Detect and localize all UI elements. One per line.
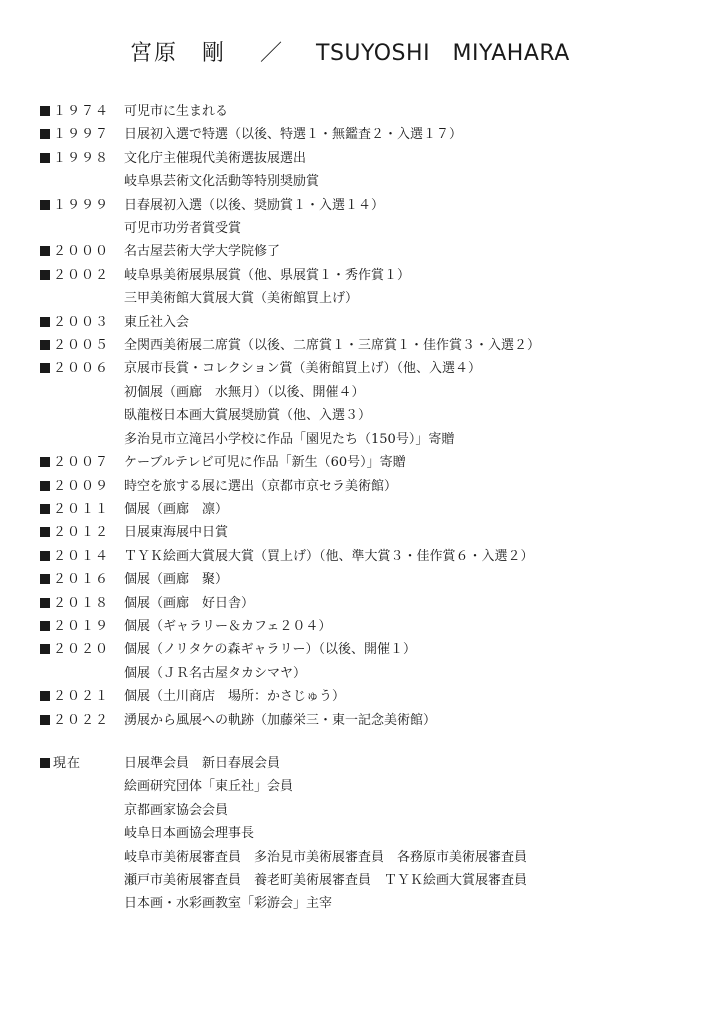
entry-line: 名古屋芸術大学大学院修了 <box>124 244 281 260</box>
entry-line: 可児市功労者賞受賞 <box>124 221 242 237</box>
entry-line: ケーブルテレビ可児に作品「新生（60号）」寄贈 <box>124 455 406 471</box>
entry-line: ＴＹＫ絵画大賞展大賞（買上げ）（他、準大賞３・佳作賞６・入選２） <box>124 548 534 564</box>
bullet-square-icon <box>40 504 50 514</box>
entry-year <box>40 123 124 146</box>
entry-line: 東丘社入会 <box>124 314 190 330</box>
year-label: １９９８ <box>53 150 110 166</box>
timeline-entry <box>40 451 710 474</box>
entry-line: 文化庁主催現代美術選抜展選出 <box>124 150 307 166</box>
entry-lines <box>124 568 710 591</box>
artist-name-jp: 宮原 剛 <box>130 41 227 66</box>
title-separator: ／ <box>260 41 283 66</box>
bullet-square-icon <box>40 153 50 163</box>
bullet-square-icon <box>40 481 50 491</box>
bullet-square-icon <box>40 270 50 280</box>
year-label: ２０２１ <box>53 689 110 705</box>
entry-line: 臥龍桜日本画大賞展奨励賞（他、入選３） <box>124 408 372 424</box>
entry-lines <box>124 685 710 708</box>
entry-line: 日展初入選で特選（以後、特選１・無鑑査２・入選１７） <box>124 127 463 143</box>
entry-lines <box>124 615 710 638</box>
bullet-square-icon <box>40 621 50 631</box>
entry-line: 京都画家協会会員 <box>124 802 229 818</box>
timeline-entry <box>40 545 710 568</box>
year-label: ２００３ <box>53 314 110 330</box>
bullet-square-icon <box>40 715 50 725</box>
entry-year <box>40 264 124 311</box>
entry-year <box>40 545 124 568</box>
timeline-entry <box>40 100 710 123</box>
timeline-entry <box>40 685 710 708</box>
entry-year <box>40 357 124 451</box>
entry-line: 日本画・水彩画教室「彩游会」主宰 <box>124 896 333 912</box>
timeline-entry <box>40 498 710 521</box>
bullet-square-icon <box>40 106 50 116</box>
bullet-square-icon <box>40 551 50 561</box>
entry-line: 日春展初入選（以後、奨励賞１・入選１４） <box>124 197 385 213</box>
entry-year <box>40 147 124 194</box>
bullet-square-icon <box>40 644 50 654</box>
entry-lines <box>124 334 710 357</box>
year-label: ２００６ <box>53 361 110 377</box>
timeline-entry <box>40 592 710 615</box>
entry-line: 岐阜市美術展審査員 多治見市美術展審査員 各務原市美術展審査員 <box>124 849 528 865</box>
entry-year <box>40 240 124 263</box>
bullet-square-icon <box>40 200 50 210</box>
entry-line: 岐阜日本画協会理事長 <box>124 826 255 842</box>
year-label: １９９７ <box>53 127 110 143</box>
entry-lines <box>124 498 710 521</box>
timeline-entry <box>40 521 710 544</box>
bullet-square-icon <box>40 340 50 350</box>
year-label: ２００９ <box>53 478 110 494</box>
year-label: ２０１９ <box>53 618 110 634</box>
entry-year <box>40 752 124 916</box>
year-label: １９９９ <box>53 197 110 213</box>
year-label: ２００５ <box>53 338 110 354</box>
entry-line: 可児市に生まれる <box>124 104 229 119</box>
timeline-entry <box>40 475 710 498</box>
entry-year <box>40 451 124 474</box>
year-label: ２０００ <box>53 244 110 260</box>
bullet-square-icon <box>40 691 50 701</box>
entry-year <box>40 521 124 544</box>
entry-line: 絵画研究団体「東丘社」会員 <box>124 779 294 795</box>
entry-lines <box>124 264 710 311</box>
bullet-square-icon <box>40 363 50 373</box>
timeline-entry <box>40 240 710 263</box>
timeline-entry <box>40 615 710 638</box>
entry-line: 初個展（画廊 水無月）（以後、開催４） <box>124 384 365 400</box>
timeline-entry <box>40 709 710 732</box>
entry-lines <box>124 752 710 916</box>
timeline-entry <box>40 194 710 241</box>
entry-lines <box>124 100 710 123</box>
entry-year <box>40 568 124 591</box>
entry-line: 京展市長賞・コレクション賞（美術館買上げ）（他、入選４） <box>124 361 481 377</box>
year-label: ２０１２ <box>53 525 110 541</box>
entry-line: 三甲美術館大賞展大賞（美術館買上げ） <box>124 291 359 307</box>
year-label: ２０２０ <box>53 642 110 658</box>
timeline-entry <box>40 311 710 334</box>
bullet-square-icon <box>40 246 50 256</box>
entry-line: 多治見市立滝呂小学校に作品「園児たち（150号）」寄贈 <box>124 431 455 447</box>
year-label: ２０１８ <box>53 595 110 611</box>
year-label: ２０２２ <box>53 712 110 728</box>
bullet-square-icon <box>40 129 50 139</box>
year-label: １９７４ <box>53 104 110 119</box>
entry-year <box>40 334 124 357</box>
entry-year <box>40 498 124 521</box>
entry-line: 岐阜県芸術文化活動等特別奨励賞 <box>124 174 320 190</box>
timeline-entry <box>40 123 710 146</box>
entry-line: 全関西美術展二席賞（以後、二席賞１・三席賞１・佳作賞３・入選２） <box>124 338 541 354</box>
entry-lines <box>124 357 710 451</box>
year-label: ２０１１ <box>53 501 110 517</box>
entry-line: 時空を旅する展に選出（京都市京セラ美術館） <box>124 478 398 494</box>
year-label: ２０１６ <box>53 572 110 588</box>
entry-line: 岐阜県美術展県展賞（他、県展賞１・秀作賞１） <box>124 267 411 283</box>
entry-lines <box>124 475 710 498</box>
entry-line: 個展（画廊 好日舎） <box>124 595 255 611</box>
entry-lines <box>124 240 710 263</box>
entry-year <box>40 685 124 708</box>
entry-lines <box>124 123 710 146</box>
entry-lines <box>124 311 710 334</box>
timeline-entry <box>40 568 710 591</box>
entry-year <box>40 475 124 498</box>
entry-line: 個展（ギャラリー＆カフェ２０４） <box>124 618 332 634</box>
entry-lines <box>124 592 710 615</box>
year-label: ２０１４ <box>53 548 110 564</box>
entry-lines <box>124 194 710 241</box>
year-label: ２００２ <box>53 267 110 283</box>
current-positions <box>40 752 710 916</box>
entry-year <box>40 592 124 615</box>
entry-line: 個展（ＪＲ名古屋タカシマヤ） <box>124 665 307 681</box>
entry-lines <box>124 709 710 732</box>
entry-lines <box>124 147 710 194</box>
entry-line: 日展準会員 新日春展会員 <box>124 755 281 771</box>
entry-year <box>40 311 124 334</box>
timeline-entry <box>40 334 710 357</box>
timeline-entry <box>40 357 710 451</box>
timeline-entry <box>40 638 710 685</box>
artist-name-en: TSUYOSHI MIYAHARA <box>316 41 570 66</box>
bullet-square-icon <box>40 457 50 467</box>
bullet-square-icon <box>40 598 50 608</box>
timeline-entry <box>40 264 710 311</box>
year-label: 現在 <box>53 755 82 771</box>
entry-year <box>40 194 124 241</box>
entry-year <box>40 615 124 638</box>
entry-year <box>40 709 124 732</box>
entry-line: 個展（画廊 凛） <box>124 501 229 517</box>
entry-line: 個展（土川商店 場所：かさじゅう） <box>124 689 346 705</box>
entry-year <box>40 638 124 685</box>
entry-line: 湧展から風展への軌跡（加藤栄三・東一記念美術館） <box>124 712 437 728</box>
timeline-entry <box>40 147 710 194</box>
bullet-square-icon <box>40 758 50 768</box>
entry-lines <box>124 638 710 685</box>
year-label: ２００７ <box>53 455 110 471</box>
entry-line: 瀬戸市美術展審査員 養老町美術展審査員 ＴＹＫ絵画大賞展審査員 <box>124 873 528 888</box>
career-list <box>40 100 710 916</box>
entry-line: 日展東海展中日賞 <box>124 525 229 541</box>
bullet-square-icon <box>40 527 50 537</box>
section-spacer <box>40 732 710 752</box>
bullet-square-icon <box>40 317 50 327</box>
entry-lines <box>124 521 710 544</box>
entry-lines <box>124 451 710 474</box>
bullet-square-icon <box>40 574 50 584</box>
entry-lines <box>124 545 710 568</box>
entry-line: 個展（ノリタケの森ギャラリー）（以後、開催１） <box>124 642 416 658</box>
entry-year <box>40 100 124 123</box>
entry-line: 個展（画廊 聚） <box>124 572 229 588</box>
